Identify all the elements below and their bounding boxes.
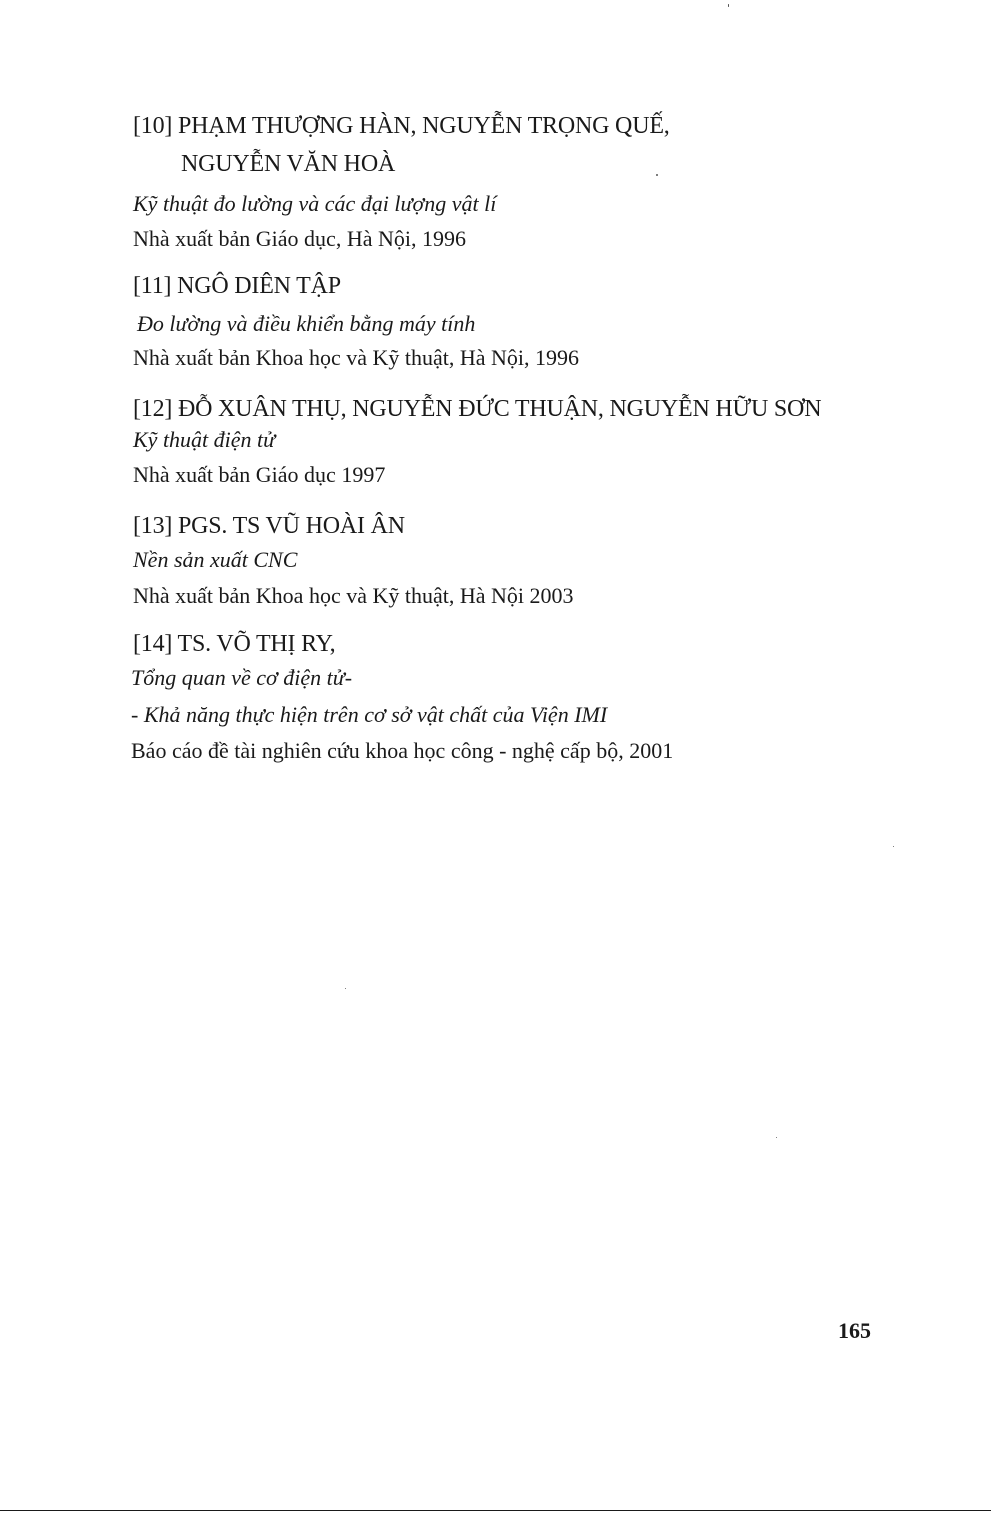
scan-speck (893, 846, 894, 847)
ref-10-author-line-1: [10] PHẠM THƯỢNG HÀN, NGUYỄN TRỌNG QUẾ, (133, 113, 670, 139)
ref-14-title-line-1: Tổng quan về cơ điện tử- (131, 665, 353, 690)
ref-11-author: [11] NGÔ DIÊN TẬP (133, 273, 341, 299)
ref-12-publisher: Nhà xuất bản Giáo dục 1997 (133, 462, 386, 487)
ref-14-author: [14] TS. VÕ THỊ RY, (133, 631, 336, 657)
ref-13-title: Nền sản xuất CNC (133, 547, 298, 572)
ref-10-publisher: Nhà xuất bản Giáo dục, Hà Nội, 1996 (133, 226, 466, 251)
ref-10-author-line-2: NGUYỄN VĂN HOÀ (181, 151, 396, 177)
scan-speck (776, 1137, 777, 1138)
scan-speck (345, 988, 346, 989)
ref-11-publisher: Nhà xuất bản Khoa học và Kỹ thuật, Hà Nội, 1996 (133, 345, 580, 370)
ref-14-publisher: Báo cáo đề tài nghiên cứu khoa học công - nghệ cấp bộ, 2001 (131, 738, 674, 763)
ref-11-title: Đo lường và điều khiển bằng máy tính (137, 311, 476, 336)
scan-speck (656, 174, 658, 176)
ref-13-publisher: Nhà xuất bản Khoa học và Kỹ thuật, Hà Nội 2003 (133, 583, 574, 608)
ref-10-title: Kỹ thuật đo lường và các đại lượng vật lí (133, 191, 497, 216)
ref-12-author: [12] ĐỖ XUÂN THỤ, NGUYỄN ĐỨC THUẬN, NGUYỄN HỮU SƠN (133, 396, 822, 422)
ref-14-title-line-2: - Khả năng thực hiện trên cơ sở vật chất của Viện IMI (131, 702, 608, 727)
ref-12-title: Kỹ thuật điện tử (133, 427, 276, 452)
scan-speck (728, 4, 729, 7)
ref-13-author: [13] PGS. TS VŨ HOÀI ÂN (133, 513, 405, 539)
bottom-rule (0, 1510, 991, 1511)
page-number: 165 (838, 1318, 871, 1343)
